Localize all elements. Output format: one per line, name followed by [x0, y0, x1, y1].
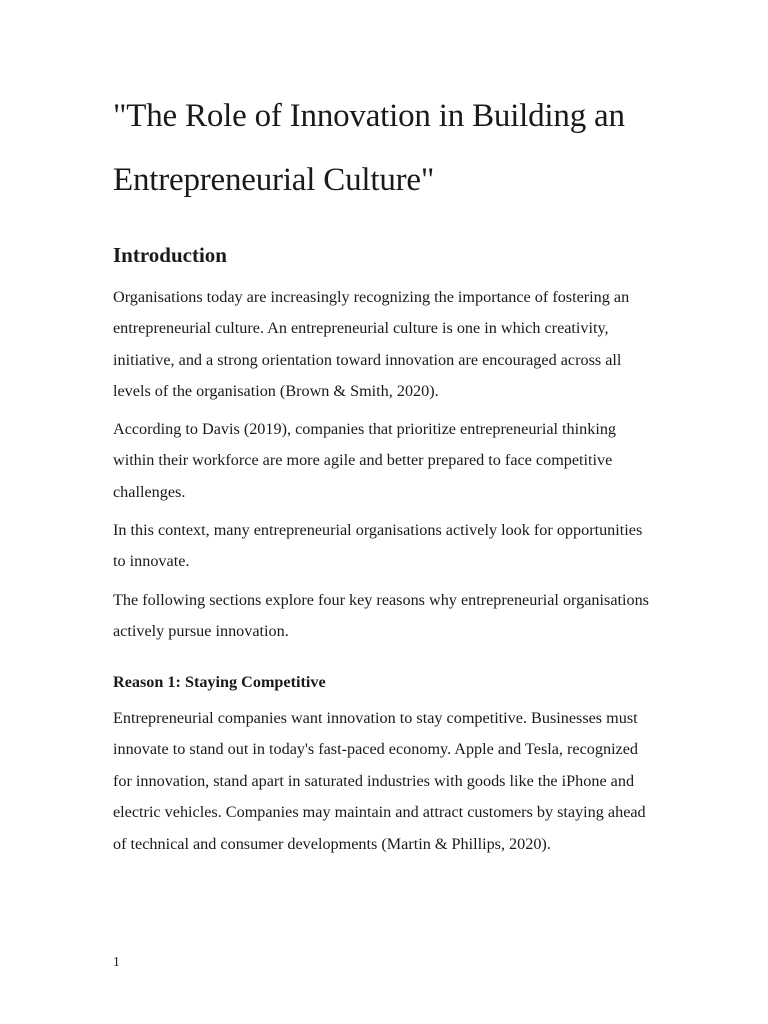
reason-1-paragraph: Entrepreneurial companies want innovation to stay competitive. Businesses must innovate to stand out in today's fast-paced economy. Apple and Tesla, recognized for innovation, stand apart in saturated industries with goods like the iPhone and electric vehicles. Companies may maintain and attract customers by staying ahead of technical and consumer developments (Martin & Phillips, 2020). [113, 709, 646, 853]
introduction-paragraph-3: In this context, many entrepreneurial organisations actively look for opportunities to innovate. [113, 521, 643, 571]
document-title [113, 84, 673, 212]
page-number: 1 [113, 954, 120, 969]
introduction-paragraph-1: Organisations today are increasingly recognizing the importance of fostering an entrepreneurial culture. An entrepreneurial culture is one in which creativity, initiative, and a strong orientation toward innovation are encouraged across all levels of the organisation (Brown & Smith, 2020). [113, 288, 630, 401]
document-title-line-1: "The Role of Innovation in Building an [113, 98, 625, 134]
introduction-heading: Introduction [113, 243, 227, 267]
introduction-paragraph-2: According to Davis (2019), companies that prioritize entrepreneurial thinking within their workforce are more agile and better prepared to face competitive challenges. [113, 420, 617, 501]
reason-1-heading: Reason 1: Staying Competitive [113, 673, 326, 691]
introduction-paragraph-4: The following sections explore four key reasons why entrepreneurial organisations actively pursue innovation. [113, 591, 649, 641]
document-title-line-2: Entrepreneurial Culture" [113, 162, 435, 198]
